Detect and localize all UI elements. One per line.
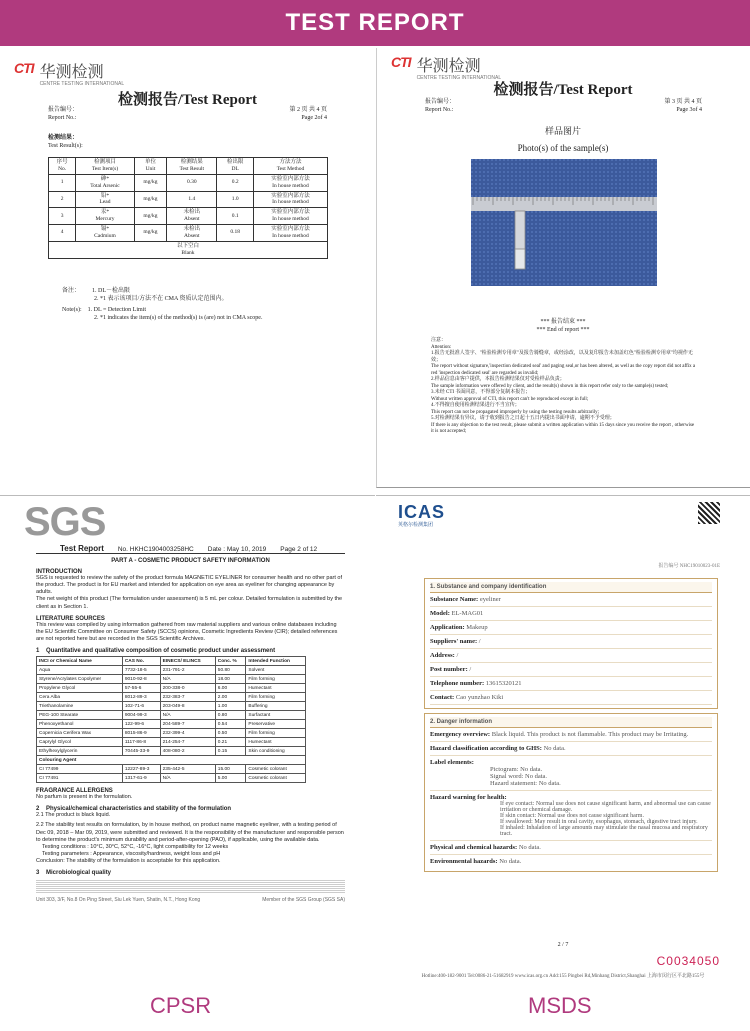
row-no: 4 xyxy=(49,225,76,242)
field-value: Cao yunzhao Kiki xyxy=(455,694,504,701)
results-header-cell: 检测结果 Test Result xyxy=(167,158,217,175)
results-header-cell: 检测项目 Test Item(s) xyxy=(76,158,135,175)
composition-row: Caprylyl Glycol 1117-86-8 214-254-7 0.21 Humectant xyxy=(37,738,306,747)
row-item: 镉* Cadmium xyxy=(76,225,135,242)
msds-field xyxy=(430,621,712,635)
cti-mark: CTI xyxy=(14,60,34,76)
composition-row: Phenoxyethanol 122-99-6 204-589-7 0.54 Preservative xyxy=(37,720,306,729)
row-method: 实验室内部方法 In house method xyxy=(253,174,327,191)
field-label: Application: xyxy=(430,624,465,631)
msds-body: 1. Substance and company identification Substance Name: eyeliner Model: EL-MAG01 Application: Makeup Suppliers' name: / Address: / Post number: / Telephone number: 13615320121 Contact: Cao yunzhao Kiki 2. Danger information Emergency overview: Black liquid. This product is not flammable. This product may be Irritating. Hazard classification according to GHS: No data. Label elements: Pictogram: No data. Signal word: No data. Hazard statement: No data. Hazard warning for health: If eye contact: Normal use does not cause significant harm, and abnormal use can cause irritation or chemical damage. If skin contact: Normal use does not cause significant harm. If swallowed: May result in oral cavity, esophagus, stomach, digestive tract injury. If inhaled: Inhalation of large amounts may stimulate the nasal mucosa and respiratory tract. Physical and chemical hazards: No data. Environmental hazards: No data. xyxy=(424,574,718,872)
field-value: eyeliner xyxy=(479,596,501,603)
section-1-title: 1. Substance and company identification xyxy=(430,582,712,593)
sgs-cpsr-page xyxy=(0,495,375,985)
blank-row: 以下空白 Blank xyxy=(49,241,328,258)
cti-report-page-3: $^{CTI}$ 华测检测 CENTRE TESTING INTERNATIONAL 检测报告/Test Report 报告编号： 第 3 页 共 4 页 Report No.: Page 3of 4 样品图片 Photo(s) of the sample(s) *** 报告结束 *** *** End of report *** 注意： Attention: 1.报告无批准人签字、"检验检测专用章"及报告骑缝章，或经涂改，以及复印报告未加盖红色"检验检测专用章"均视作无效； The report without signature,'inspection dedicated seal' and paging seal,or has been altered, as well as the copy report did not affix a red 'inspection dedicated seal' are regarded as invalid; 2.样品信息由客户提供，本报告检测结果仅对受检样品负责； The sample information were offered by client, and the result(s) shown in this report refer only to the sample(s) tested; 3.未经 CTI 书面同意，不得部分复制本报告； Without written approval of CTI, this report can't be reproduced except in full; 4.不得擅自使用检测结果进行不当宣传； This report can not be propagated improperly by using the testing results arbitrarily; 5.对检测结果有异议，请于收到报告之日起十五日内提出书面申请，逾期不予受理； If there is any objection to the test result, please submit a written application within 15 days since you receive the report , otherwise it is not accepted; xyxy=(376,48,750,488)
fine-print xyxy=(36,879,345,893)
cti-brand-en: CENTRE TESTING INTERNATIONAL xyxy=(39,80,125,87)
row-unit: mg/kg xyxy=(134,225,166,242)
msds-field xyxy=(430,663,712,677)
sgs-logo: SGS xyxy=(24,500,106,544)
colourant-row: CI 77499 12227-89-3 235-442-5 15.00 Cosmetic colorant xyxy=(37,765,306,774)
msds-field xyxy=(430,649,712,663)
row-no: 3 xyxy=(49,208,76,225)
composition-table: INCI or Chemical Name CAS No. EINECS/ ELINCS Conc. % Intended Function Aqua 7732-18-5 231-791-2 50.80 Solvent Styrene/Acrylates Copolymer 9010-92-8 N/A 18.00 Film forming Propylene Glycol 57-55-6 200-338-0 6.00 Humectant Cera Alba 8012-89-3 232-383-7 2.00 Film forming Triethanolamine 102-71-6 203-049-8 1.00 Buffering PEG-100 Stearate 9004-99-3 N/A 0.80 Surfactant Phenoxyethanol 122-99-6 204-589-7 0.54 Preservative Copernicia Cerifera Wax 8015-86-9 232-399-4 0.50 Film forming Caprylyl Glycol 1117-86-8 214-254-7 0.21 Humectant Ethylhexylglycerin 70445-33-9 408-080-2 0.15 Skin conditioning Colouring Agent CI 77499 12227-89-3 235-442-5 15.00 Cosmetic colorant CI 77491 1317-61-9 N/A 5.00 Cosmetic colorant xyxy=(36,656,306,783)
msds-report-no: 报告编号 NHC19010023-01E xyxy=(658,564,720,569)
colourant-row: CI 77491 1317-61-9 N/A 5.00 Cosmetic colorant xyxy=(37,774,306,783)
results-header-cell: 序号 No. xyxy=(49,158,76,175)
field-label: Contact: xyxy=(430,694,455,701)
row-result: 0.30 xyxy=(167,174,217,191)
field-label: Post number: xyxy=(430,666,468,673)
row-item: 铅* Lead xyxy=(76,191,135,208)
icas-msds-page xyxy=(376,495,750,985)
row-dl: 0.18 xyxy=(217,225,254,242)
sgs-header: Test Report No. HKHC1904003258HC Date : May 10, 2019 Page 2 of 12 xyxy=(60,544,318,553)
composition-row: Cera Alba 8012-89-3 232-383-7 2.00 Film forming xyxy=(37,693,306,702)
icas-logo: ICAS 英格尔检测集团 xyxy=(398,502,446,528)
composition-header: EINECS/ ELINCS xyxy=(160,657,215,666)
field-label: Suppliers' name: xyxy=(430,638,478,645)
page-cn: 第 2 页 共 4 页 xyxy=(289,107,327,113)
field-value: / xyxy=(456,652,459,659)
row-unit: mg/kg xyxy=(134,191,166,208)
serial-stamp: C0034050 xyxy=(656,954,720,968)
row-no: 1 xyxy=(49,174,76,191)
field-label: Model: xyxy=(430,610,450,617)
row-result: 1.4 xyxy=(167,191,217,208)
composition-row: Triethanolamine 102-71-6 203-049-8 1.00 Buffering xyxy=(37,702,306,711)
composition-row: Propylene Glycol 57-55-6 200-338-0 6.00 Humectant xyxy=(37,684,306,693)
report-title: 检测报告/Test Report xyxy=(493,82,633,98)
results-header-cell: 方法方法 Test Method xyxy=(253,158,327,175)
sample-photo xyxy=(471,159,657,286)
composition-header: Conc. % xyxy=(215,657,246,666)
row-item: 汞* Mercury xyxy=(76,208,135,225)
msds-field xyxy=(430,593,712,607)
cti-brand-cn: 华测检测 xyxy=(39,63,104,81)
msds-field xyxy=(430,677,712,691)
field-value: Makeup xyxy=(466,624,488,631)
caption-msds: MSDS xyxy=(528,993,592,1018)
row-no: 2 xyxy=(49,191,76,208)
row-result: 未检出 Absent xyxy=(167,208,217,225)
results-row xyxy=(49,225,328,242)
cti-report-page-2 xyxy=(0,48,375,488)
composition-row: Aqua 7732-18-5 231-791-2 50.80 Solvent xyxy=(37,666,306,675)
composition-header: CAS No. xyxy=(122,657,160,666)
results-header-cell: 单位 Unit xyxy=(134,158,166,175)
results-row xyxy=(49,208,328,225)
results-header-cell: 检出限 DL xyxy=(217,158,254,175)
composition-header: INCI or Chemical Name xyxy=(37,657,123,666)
msds-field xyxy=(430,691,712,705)
results-row xyxy=(49,174,328,191)
qr-code xyxy=(698,502,720,524)
msds-page-number: 2 / 7 xyxy=(557,942,569,948)
report-no-label: 报告编号： xyxy=(48,107,79,113)
composition-row: Styrene/Acrylates Copolymer 9010-92-8 N/A 18.00 Film forming xyxy=(37,675,306,684)
row-dl: 0.2 xyxy=(217,174,254,191)
composition-header: Intended Function xyxy=(246,657,306,666)
row-dl: 1.0 xyxy=(217,191,254,208)
row-unit: mg/kg xyxy=(134,174,166,191)
row-dl: 0.1 xyxy=(217,208,254,225)
field-label: Telephone number: xyxy=(430,680,485,687)
msds-footer: Hotline:400-182-9001 Tel:0086-21-51682919 www.icas.org.cn Add:155 Pingbei Rd,Minhang District,Shanghai 上海市闵行区平北路155号 xyxy=(421,974,705,979)
field-value: / xyxy=(478,638,481,645)
field-value: 13615320121 xyxy=(485,680,522,687)
composition-row: PEG-100 Stearate 9004-99-3 N/A 0.80 Surfactant xyxy=(37,711,306,720)
page-en: Page 2of 4 xyxy=(301,115,327,122)
notes: 备注： 1. DL－检出限 2. *1 表示该项目/方法不在 CMA 资质认定范围内。 Note(s): 1. DL = Detection Limit 2. *1 indicates the item(s) of the method(s) is (are) not in CMA scope. xyxy=(62,288,263,322)
results-row xyxy=(49,191,328,208)
field-value: / xyxy=(469,666,472,673)
row-method: 实验室内部方法 In house method xyxy=(253,225,327,242)
field-value: EL-MAG01 xyxy=(451,610,484,617)
end-of-report: *** 报告结束 *** *** End of report *** xyxy=(536,319,590,334)
composition-row: Copernicia Cerifera Wax 8015-86-9 232-399-4 0.50 Film forming xyxy=(37,729,306,738)
row-unit: mg/kg xyxy=(134,208,166,225)
row-method: 实验室内部方法 In house method xyxy=(253,208,327,225)
cti-logo: $^{CTI}$ 华测检测 CENTRE TESTING INTERNATIONAL xyxy=(391,54,502,81)
cti-logo xyxy=(14,60,124,91)
msds-field xyxy=(430,635,712,649)
row-result: 未检出 Absent xyxy=(167,225,217,242)
photo-caption: 样品图片 Photo(s) of the sample(s) xyxy=(517,126,609,153)
field-label: Address: xyxy=(430,652,455,659)
report-no-en: Report No.: xyxy=(48,115,77,122)
sgs-body: PART A - COSMETIC PRODUCT SAFETY INFORMATION INTRODUCTION SGS is requested to review the safety of the product formula MAGNETIC EYELINER for consumer health and no other part of the product. The product is for EU market and intended for application on eye area as eyeliner for changing appearance by adults. The net weight of this product (The formulation under assessment) is 5 mL per colour. Detailed formulation is submitted by the client as in Section 1. LITERATURE SOURCES This review was compiled by using information gathered from raw material suppliers and various online databases including the EU Scientific Committee on Consumer Safety (SCCS) opinions, Cosmetic Ingredients Review (CIR); detailed references are not reported here but are recorded in the SGS Scientific Archives. 1 Quantitative and qualitative composition of cosmetic product under assessment INCI or Chemical Name CAS No. EINECS/ ELINCS Conc. % Intended Function Aqua 7732-18-5 231-791-2 50.80 Solvent Styrene/Acrylates Copolymer 9010-92-8 N/A 18.00 Film forming Propylene Glycol 57-55-6 200-338-0 6.00 Humectant Cera Alba 8012-89-3 232-383-7 2.00 Film forming Triethanolamine 102-71-6 203-049-8 1.00 Buffering PEG-100 Stearate 9004-99-3 N/A 0.80 Surfactant Phenoxyethanol 122-99-6 204-589-7 0.54 Preservative Copernicia Cerifera Wax 8015-86-9 232-399-4 0.50 Film forming Caprylyl Glycol 1117-86-8 214-254-7 0.21 Humectant Ethylhexylglycerin 70445-33-9 408-080-2 0.15 Skin conditioning Colouring Agent CI 77499 12227-89-3 235-442-5 15.00 Cosmetic colorant CI 77491 1317-61-9 N/A 5.00 Cosmetic colorant FRAGRANCE ALLERGENS No parfum is present in the formulation. 2 Physical/chemical characteristics and stability of the formulation 2.1 The product is black liquid. 2.2 The stability test results on formulation, by in house method, on product name magnetic eyeliner, with a testing period of Dec 09, 2018 – Mar 09, 2019, were submitted and reviewed. It is the responsibility of the manufacturer and responsible person to determine the product's minimum durability and period-after-opening (PAO), if applicable, using the available data. Testing conditions : 10°C, 30°C, 52°C, -16°C, light compatibility for 12 weeks Testing parameters : Appearance, viscosity/hardness, weight loss and pH Conclusion: The stability of the formulation is acceptable for this application. 3 Microbiological quality Unit 303, 3/F, No.8 On Ping Street, Siu Lek Yuen, Shatin, N.T., Hong Kong Member of the SGS Group (SGS SA) xyxy=(36,558,345,904)
page-banner: TEST REPORT xyxy=(0,0,750,46)
caption-cpsr: CPSR xyxy=(150,993,212,1018)
row-item: 砷* Total Arsenic xyxy=(76,174,135,191)
results-en: Test Result(s): xyxy=(48,143,83,150)
section-2-title: 2. Danger information xyxy=(430,717,712,728)
row-method: 实验室内部方法 In house method xyxy=(253,191,327,208)
attention-notes: 注意： Attention: 1.报告无批准人签字、"检验检测专用章"及报告骑缝章，或经涂改，以及复印报告未加盖红色"检验检测专用章"均视作无效； The report without signature,'inspection dedicated seal' and paging seal,or has been altered, as well as the copy report did not affix a red 'inspection dedicated seal' are regarded as invalid; 2.样品信息由客户提供，本报告检测结果仅对受检样品负责； The sample information were offered by client, and the result(s) shown in this report refer only to the sample(s) tested; 3.未经 CTI 书面同意，不得部分复制本报告； Without written approval of CTI, this report can't be reproduced except in full; 4.不得擅自使用检测结果进行不当宣传； This report can not be propagated improperly by using the testing results arbitrarily; 5.对检测结果有异议，请于收到报告之日起十五日内提出书面申请，逾期不予受理； If there is any objection to the test result, please submit a written application within 15 days since you receive the report , otherwise it is not accepted; xyxy=(431,338,696,434)
composition-row: Ethylhexylglycerin 70445-33-9 408-080-2 0.15 Skin conditioning xyxy=(37,747,306,756)
field-label: Substance Name: xyxy=(430,596,479,603)
results-table xyxy=(48,157,328,259)
report-title: 检测报告/Test Report xyxy=(117,92,258,108)
results-cn: 检测结果： xyxy=(48,135,79,142)
msds-field xyxy=(430,607,712,621)
